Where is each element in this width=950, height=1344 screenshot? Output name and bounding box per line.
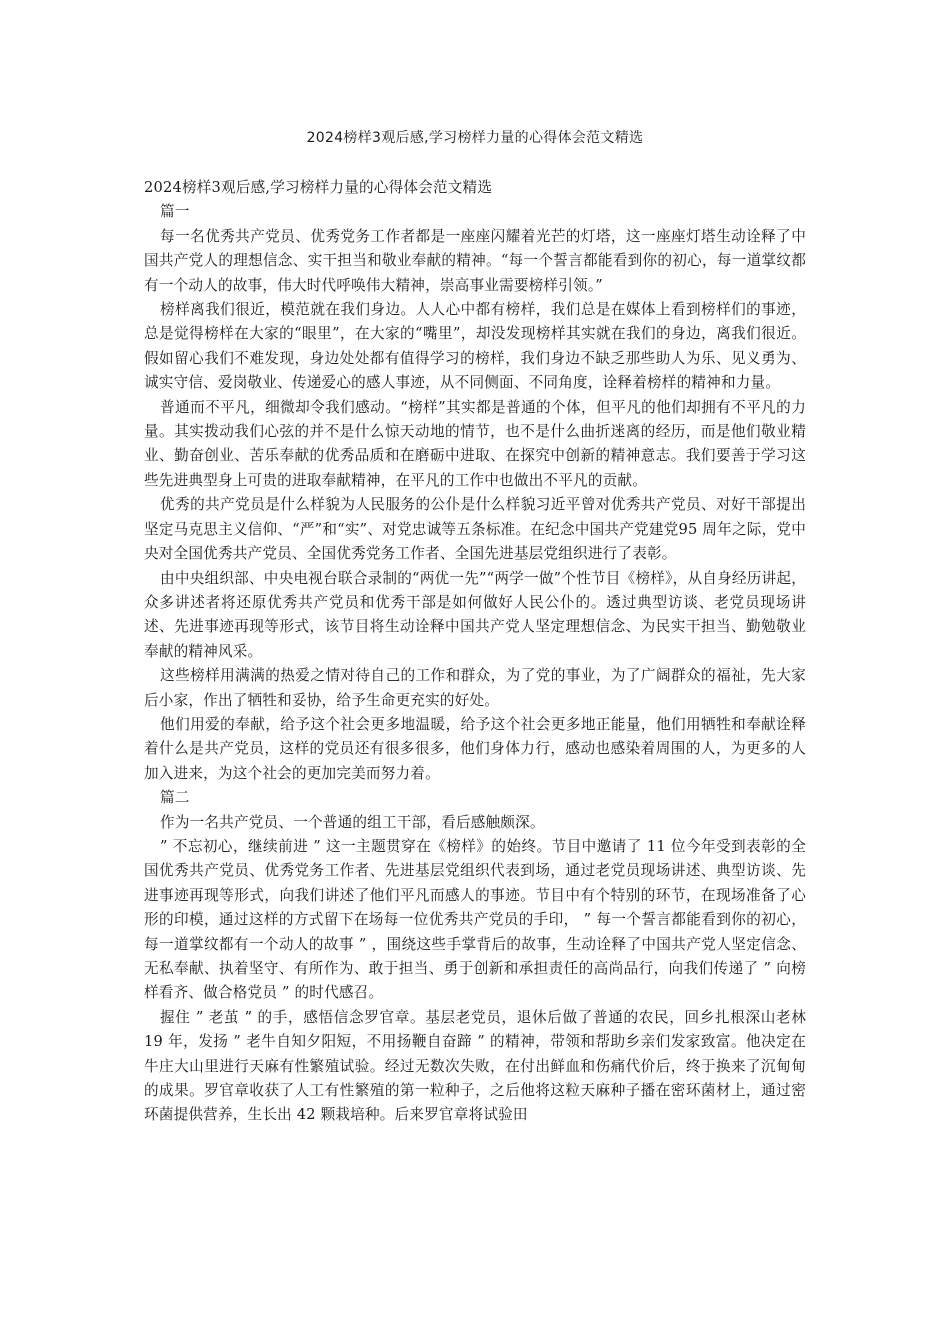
document-subtitle: 2024榜样3观后感,学习榜样力量的心得体会范文精选 [144,179,493,196]
paragraph: 作为一名共产党员、一个普通的组工干部，看后感触颇深。 [160,813,545,831]
section-heading-1: 篇一 [160,203,190,221]
paragraph: 握住 ” 老茧 ” 的手，感悟信念罗官章。基层老党员，退休后做了普通的农民，回乡扎根深山老林 19 年，发扬 ” 老牛自知夕阳短，不用扬鞭自奋蹄 ” 的精神，带领和帮助乡亲们发家致富。他决定在牛庄大山里进行天麻有性繁殖试验。经过无数次失败，在付出鲜血和伤痛代价后，终于换来了沉甸甸的成果。罗官章收获了人工有性繁殖的第一粒种子，之后他将这粒天麻种子播在密环菌材上，通过密环菌提供营养，生长出 42 颗栽培种。后来罗官章将试验田 [144,1008,806,1124]
section-heading-2: 篇二 [160,789,190,807]
paragraph: ” 不忘初心，继续前进 ” 这一主题贯穿在《榜样》的始终。节目中邀请了 11 位今年受到表彰的全国优秀共产党员、优秀党务工作者、先进基层党组织代表到场，通过老党员现场讲述、典型访谈、先进事迹再现等形式，向我们讲述了他们平凡而感人的事迹。节目中有个特别的环节，在现场准备了心形的印模，通过这样的方式留下在场每一位优秀共产党员的手印， ” 每一个誓言都能看到你的初心，每一道掌纹都有一个动人的故事 ” ，围绕这些手掌背后的故事，生动诠释了中国共产党人坚定信念、无私奉献、执着坚守、有所作为、敢于担当、勇于创新和承担责任的高尚品行，向我们传递了 ” 向榜样看齐、做合格党员 ” 的时代感召。 [144,837,806,1002]
paragraph: 由中央组织部、中央电视台联合录制的“两优一先”“两学一做”个性节目《榜样》，从自身经历讲起，众多讲述者将还原优秀共产党员和优秀干部是如何做好人民公仆的。透过典型访谈、老党员现场讲述、先进事迹再现等形式，该节目将生动诠释中国共产党人坚定理想信念、为民实干担当、勤勉敬业奉献的精神风采。 [144,569,806,660]
paragraph: 优秀的共产党员是什么样貌为人民服务的公仆是什么样貌习近平曾对优秀共产党员、对好干部提出坚定马克思主义信仰、“严”和“实”、对党忠诚等五条标准。在纪念中国共产党建党95 周年之际，党中央对全国优秀共产党员、全国优秀党务工作者、全国先进基层党组织进行了表彰。 [144,496,806,563]
document-title: 2024榜样3观后感,学习榜样力量的心得体会范文精选 [306,130,644,146]
paragraph: 普通而不平凡，细微却令我们感动。“榜样”其实都是普通的个体，但平凡的他们却拥有不平凡的力量。其实拨动我们心弦的并不是什么惊天动地的情节，也不是什么曲折迷离的经历，而是他们敬业精业、勤奋创业、苦乐奉献的优秀品质和在磨砺中进取、在探究中创新的精神意志。我们要善于学习这些先进典型身上可贵的进取奉献精神，在平凡的工作中也做出不平凡的贡献。 [144,398,806,489]
paragraph: 榜样离我们很近，模范就在我们身边。人人心中都有榜样，我们总是在媒体上看到榜样们的事迹，总是觉得榜样在大家的“眼里”，在大家的“嘴里”，却没发现榜样其实就在我们的身边，离我们很近。假如留心我们不难发现，身边处处都有值得学习的榜样，我们身边不缺乏那些助人为乐、见义勇为、诚实守信、爱岗敬业、传递爱心的感人事迹，从不同侧面、不同角度，诠释着榜样的精神和力量。 [144,301,806,392]
paragraph: 他们用爱的奉献，给予这个社会更多地温暖，给予这个社会更多地正能量，他们用牺牲和奉献诠释着什么是共产党员，这样的党员还有很多很多，他们身体力行，感动也感染着周围的人，为更多的人加入进来，为这个社会的更加完美而努力着。 [144,715,806,782]
paragraph: 这些榜样用满满的热爱之情对待自己的工作和群众，为了党的事业，为了广阔群众的福祉，先大家后小家，作出了牺牲和妥协，给予生命更充实的好处。 [144,667,806,709]
paragraph: 每一名优秀共产党员、优秀党务工作者都是一座座闪耀着光芒的灯塔，这一座座灯塔生动诠释了中国共产党人的理想信念、实干担当和敬业奉献的精神。“每一个誓言都能看到你的初心，每一道掌纹都有一个动人的故事，伟大时代呼唤伟大精神，崇高事业需要榜样引领。” [144,227,806,294]
document-body [144,176,806,1128]
